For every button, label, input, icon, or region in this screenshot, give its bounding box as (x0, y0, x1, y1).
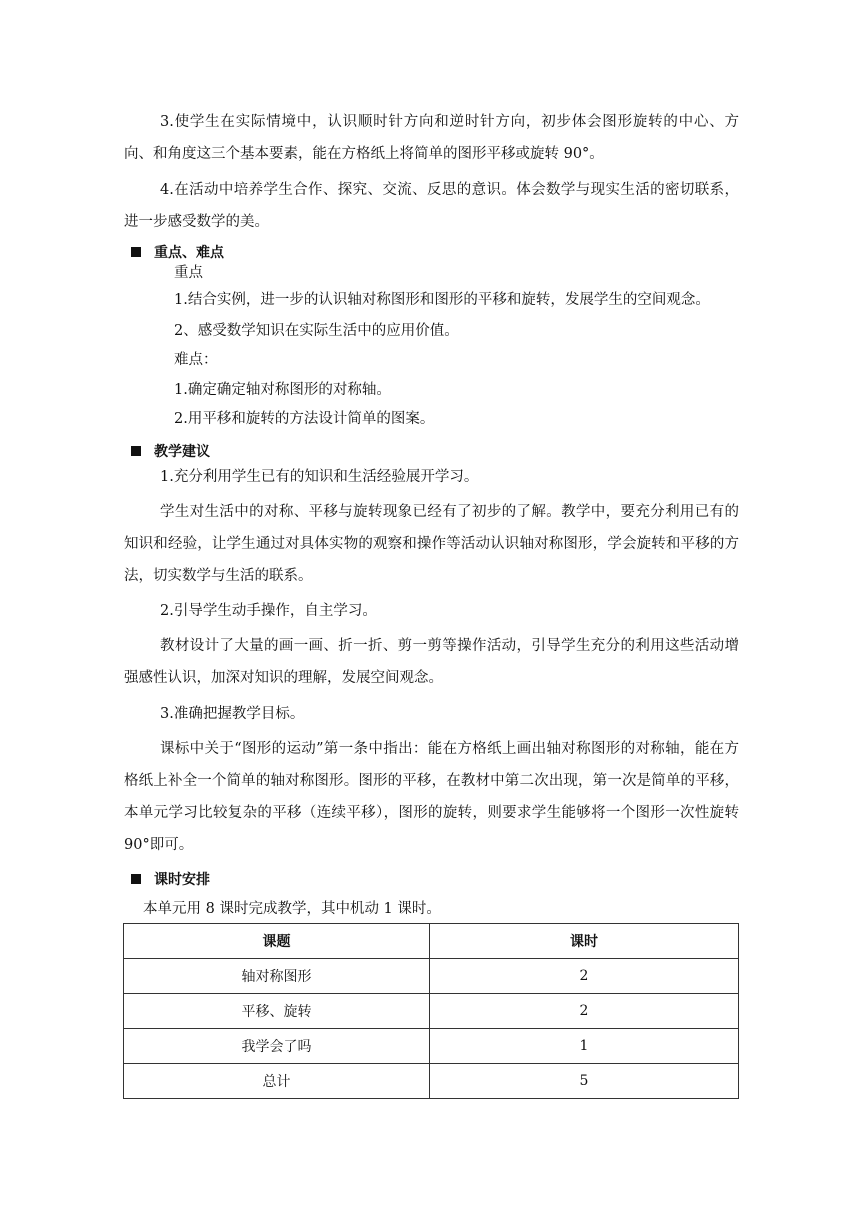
focus-item-2: 2、感受数学知识在实际生活中的应用价值。 (174, 323, 459, 339)
suggestion-3-body: 课标中关于“图形的运动”第一条中指出：能在方格纸上画出轴对称图形的对称轴，能在方格纸上补全一个简单的轴对称图形。图形的平移，在教材中第二次出现，第一次是简单的平移，本单元学习比较复杂的平移（连续平移），图形的旋转，则要求学生能够将一个图形一次性旋转 90°即可。 (124, 741, 739, 853)
square-bullet-icon (131, 247, 141, 257)
square-bullet-icon (131, 446, 141, 456)
schedule-intro: 本单元用 8 课时完成教学，其中机动 1 课时。 (143, 901, 441, 917)
column-header-hours: 课时 (430, 924, 739, 959)
section-heading-schedule: 课时安排 (131, 870, 210, 890)
column-header-topic: 课题 (124, 924, 430, 959)
hours-cell: 1 (430, 1029, 739, 1064)
topic-cell: 平移、旋转 (124, 994, 430, 1029)
hours-cell: 5 (430, 1064, 739, 1099)
table-row (124, 994, 739, 1029)
table-row (124, 1029, 739, 1064)
difficulty-label: 难点： (174, 352, 218, 368)
suggestion-2-body: 教材设计了大量的画一画、折一折、剪一剪等操作活动，引导学生充分的利用这些活动增强感性认识，加深对知识的理解，发展空间观念。 (124, 638, 739, 686)
topic-cell: 总计 (124, 1064, 430, 1099)
topic-cell: 轴对称图形 (124, 959, 430, 994)
focus-item-1: 1.结合实例，进一步的认识轴对称图形和图形的平移和旋转，发展学生的空间观念。 (174, 292, 710, 308)
suggestion-1-body: 学生对生活中的对称、平移与旋转现象已经有了初步的了解。教学中，要充分利用已有的知识和经验，让学生通过对具体实物的观察和操作等活动认识轴对称图形，学会旋转和平移的方法，切实数学与生活的联系。 (124, 504, 739, 584)
difficulty-item-1: 1.确定确定轴对称图形的对称轴。 (174, 382, 391, 398)
table-header-row (124, 924, 739, 959)
section-heading-suggestions: 教学建议 (131, 442, 210, 462)
hours-cell: 2 (430, 959, 739, 994)
suggestion-2-title: 2.引导学生动手操作，自主学习。 (160, 603, 377, 619)
section-heading-key-points: 重点、难点 (131, 243, 224, 263)
suggestion-1-title: 1.充分利用学生已有的知识和生活经验展开学习。 (160, 469, 479, 485)
hours-cell: 2 (430, 994, 739, 1029)
square-bullet-icon (131, 874, 141, 884)
objective-4: 4.在活动中培养学生合作、探究、交流、反思的意识。体会数学与现实生活的密切联系，进一步感受数学的美。 (124, 182, 739, 230)
focus-label: 重点 (174, 265, 203, 281)
topic-cell: 我学会了吗 (124, 1029, 430, 1064)
schedule-table (123, 923, 739, 1099)
table-row (124, 1064, 739, 1099)
difficulty-item-2: 2.用平移和旋转的方法设计简单的图案。 (174, 411, 435, 427)
table-row (124, 959, 739, 994)
suggestion-3-title: 3.准确把握教学目标。 (160, 706, 305, 722)
objective-3: 3.使学生在实际情境中，认识顺时针方向和逆时针方向，初步体会图形旋转的中心、方向、和角度这三个基本要素，能在方格纸上将简单的图形平移或旋转 90°。 (124, 114, 739, 162)
